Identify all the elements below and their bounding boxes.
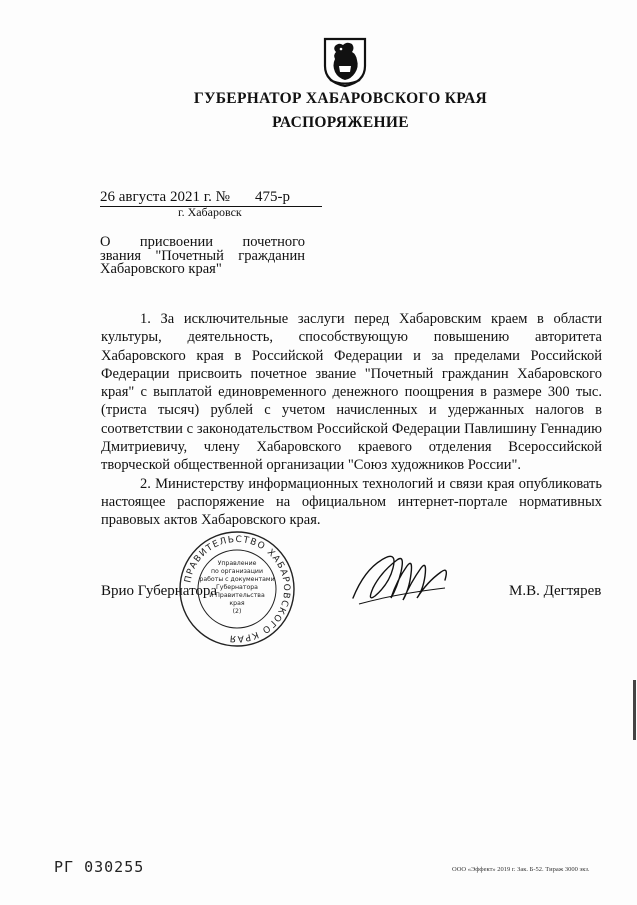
stamp-line-6: края [229, 600, 245, 607]
subject-line-2: звания "Почетный гражданин [100, 247, 305, 264]
subject-line-3: Хабаровского края" [100, 261, 222, 277]
number-prefix: № [215, 189, 230, 205]
document-city: г. Хабаровск [178, 205, 242, 219]
document-issuer-title: ГУБЕРНАТОР ХАБАРОВСКОГО КРАЯ [193, 90, 488, 107]
blank-serial-number: РГ 030255 [54, 858, 145, 876]
stamp-line-2: по организации [211, 568, 263, 575]
document-subject [100, 236, 305, 277]
body-paragraph-1: 1. За исключительные заслуги перед Хабаровским краем в области культуры, деятельность, способствующую повышению авторитета Хабаровского края в Российской Федерации и за пределами Российской Федерации присвоить почетное звание "Почетный гражданин Хабаровского края" с выплатой единовременного денежного поощрения в размере 300 тыс. (триста тысяч) рублей с учетом начисленных и удержанных налогов в соответствии с законодательством Российской Федерации Павлишину Геннадию Дмитриевичу, члену Хабаровского краевого отделения Всероссийской творческой общественной организации "Союз художников России". [101, 311, 602, 474]
stamp-line-7: (2) [232, 608, 242, 615]
signatory-role: Врио Губернатора [101, 583, 218, 599]
body-paragraph-2: 2. Министерству информационных технологий и связи края опубликовать настоящее распоряжение на официальном интернет-портале нормативных правовых актов Хабаровского края. [101, 475, 602, 529]
subject-line-1: О присвоении почетного [100, 234, 305, 250]
official-stamp [178, 530, 296, 648]
stamp-line-4: Губернатора [216, 584, 258, 591]
handwritten-signature [345, 538, 455, 613]
document-body [101, 310, 602, 530]
document-type-title: РАСПОРЯЖЕНИЕ [272, 114, 409, 131]
stamp-line-3: работы с документами [199, 576, 275, 583]
printing-info: ООО «Эффект» 2019 г. Зак. Б-52. Тираж 3000 экз. [452, 866, 590, 873]
document-number: 475-р [255, 189, 290, 205]
stamp-ring-text: ПРАВИТЕЛЬСТВО ХАБАРОВСКОГО КРАЯ [183, 534, 292, 644]
stamp-line-1: Управление [217, 560, 257, 567]
scan-edge-mark [633, 680, 636, 740]
coat-of-arms-icon [321, 36, 369, 88]
document-date: 26 августа 2021 г. [100, 189, 212, 205]
stamp-line-5: и Правительства [209, 592, 265, 599]
signatory-name: М.В. Дегтярев [509, 583, 602, 599]
